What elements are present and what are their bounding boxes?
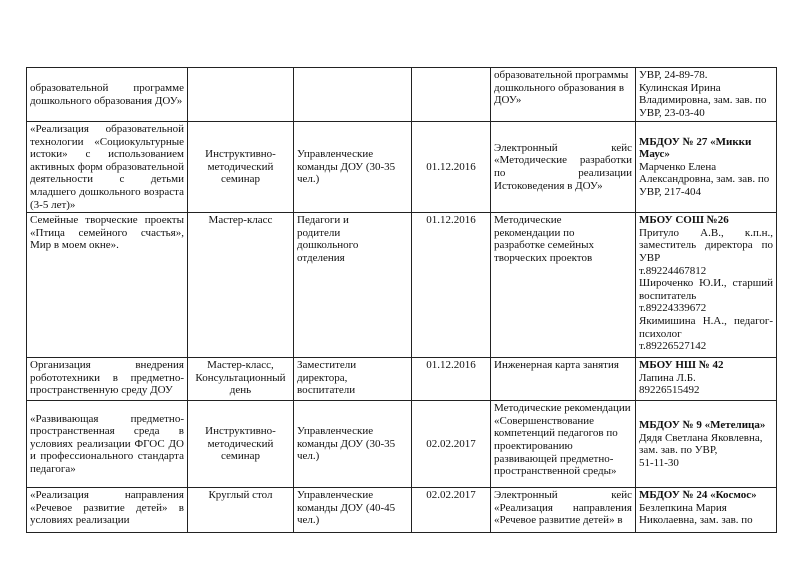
product-cell: Инженерная карта занятия (491, 358, 636, 401)
contact-line: Широченко Ю.И., старший воспитатель (639, 277, 773, 302)
date-cell: 01.12.2016 (412, 358, 491, 401)
audience-cell: Управленческие команды ДОУ (30-35 чел.) (294, 122, 412, 213)
product-cell: Электронный кейс «Реализация направления «Речевое развитие детей» в (491, 488, 636, 533)
topic-cell: «Реализация образовательной технологии «Социокультурные истоки» с использованием активных форм образовательной деятельности с детьми младшего дошкольного возраста (3-5 лет)» (27, 122, 188, 213)
contact-line: т.89224467812 (639, 264, 707, 277)
contacts-cell (636, 401, 777, 488)
contact-line: т.89224339672 (639, 302, 707, 315)
table-row (27, 122, 777, 213)
form-cell: Мастер-класс, Консультационный день (188, 358, 294, 401)
contacts-cell (636, 488, 777, 533)
table-row (27, 488, 777, 533)
date-cell (412, 68, 491, 122)
contact-line: Кулинская Ирина Владимировна, зам. зав. по УВР, 23-03-40 (639, 81, 767, 119)
audience-cell: Управленческие команды ДОУ (40-45 чел.) (294, 488, 412, 533)
contact-line: УВР, 24-89-78. (639, 69, 708, 81)
date-cell: 02.02.2017 (412, 401, 491, 488)
contacts-cell (636, 122, 777, 213)
form-cell: Круглый стол (188, 488, 294, 533)
form-cell: Инструктивно-методический семинар (188, 401, 294, 488)
product-cell: Электронный кейс «Методические разработки по реализации Истоковедения в ДОУ» (491, 122, 636, 213)
audience-cell (294, 68, 412, 122)
contact-line: Дядя Светлана Яковлевна, зам. зав. по УВР, (639, 431, 763, 457)
topic-cell: Семейные творческие проекты «Птица семейного счастья», Мир в моем окне». (27, 213, 188, 358)
date-cell: 01.12.2016 (412, 213, 491, 358)
contacts-cell (636, 358, 777, 401)
audience-cell: Заместители директора, воспитатели (294, 358, 412, 401)
form-cell: Мастер-класс (188, 213, 294, 358)
table-row (27, 401, 777, 488)
contact-line: 51-11-30 (639, 456, 679, 469)
date-cell: 01.12.2016 (412, 122, 491, 213)
table-row (27, 358, 777, 401)
audience-cell: Управленческие команды ДОУ (30-35 чел.) (294, 401, 412, 488)
audience-cell: Педагоги и родители дошкольного отделения (294, 213, 412, 358)
form-cell (188, 68, 294, 122)
contacts-cell (636, 68, 777, 122)
topic-cell: Организация внедрения робототехники в предметно-пространственную среду ДОУ (27, 358, 188, 401)
contact-line: Якимишина Н.А., педагог-психолог (639, 314, 773, 340)
contact-line: Притуло А.В., к.п.н., заместитель директора по УВР (639, 226, 773, 264)
product-cell: Методические рекомендации по разработке семейных творческих проектов (491, 213, 636, 358)
organization-name: МБДОУ № 27 «Микки Маус» (639, 135, 752, 161)
product-cell: Методические рекомендации «Совершенствование компетенций педагогов по проектированию развивающей предметно-пространственной среды» (491, 401, 636, 488)
table-row (27, 68, 777, 122)
form-cell: Инструктивно-методический семинар (188, 122, 294, 213)
date-cell: 02.02.2017 (412, 488, 491, 533)
organization-name: МБДОУ № 24 «Космос» (639, 489, 757, 502)
topic-cell: образовательной программе дошкольного образования ДОУ» (27, 68, 188, 122)
contact-line: Безлепкина Мария Николаевна, зам. зав. по (639, 501, 753, 527)
contact-line: 89226515492 (639, 384, 700, 397)
contact-line: т.89226527142 (639, 340, 707, 353)
organization-name: МБОУ СОШ №26 (639, 214, 729, 227)
contact-line: Марченко Елена Александровна, зам. зав. по УВР, 217-404 (639, 160, 770, 198)
contact-line: Лапина Л.Б. (639, 371, 696, 384)
events-table (26, 67, 777, 533)
contacts-cell (636, 213, 777, 358)
table-row (27, 213, 777, 358)
topic-cell: «Развивающая предметно-пространственная среда в условиях реализации ФГОС ДО и профессионального стандарта педагога» (27, 401, 188, 488)
organization-name: МБОУ НШ № 42 (639, 359, 724, 372)
product-cell: образовательной программы дошкольного образования в ДОУ» (491, 68, 636, 122)
topic-cell: «Реализация направления «Речевое развитие детей» в условиях реализации (27, 488, 188, 533)
organization-name: МБДОУ № 9 «Метелица» (639, 418, 766, 431)
